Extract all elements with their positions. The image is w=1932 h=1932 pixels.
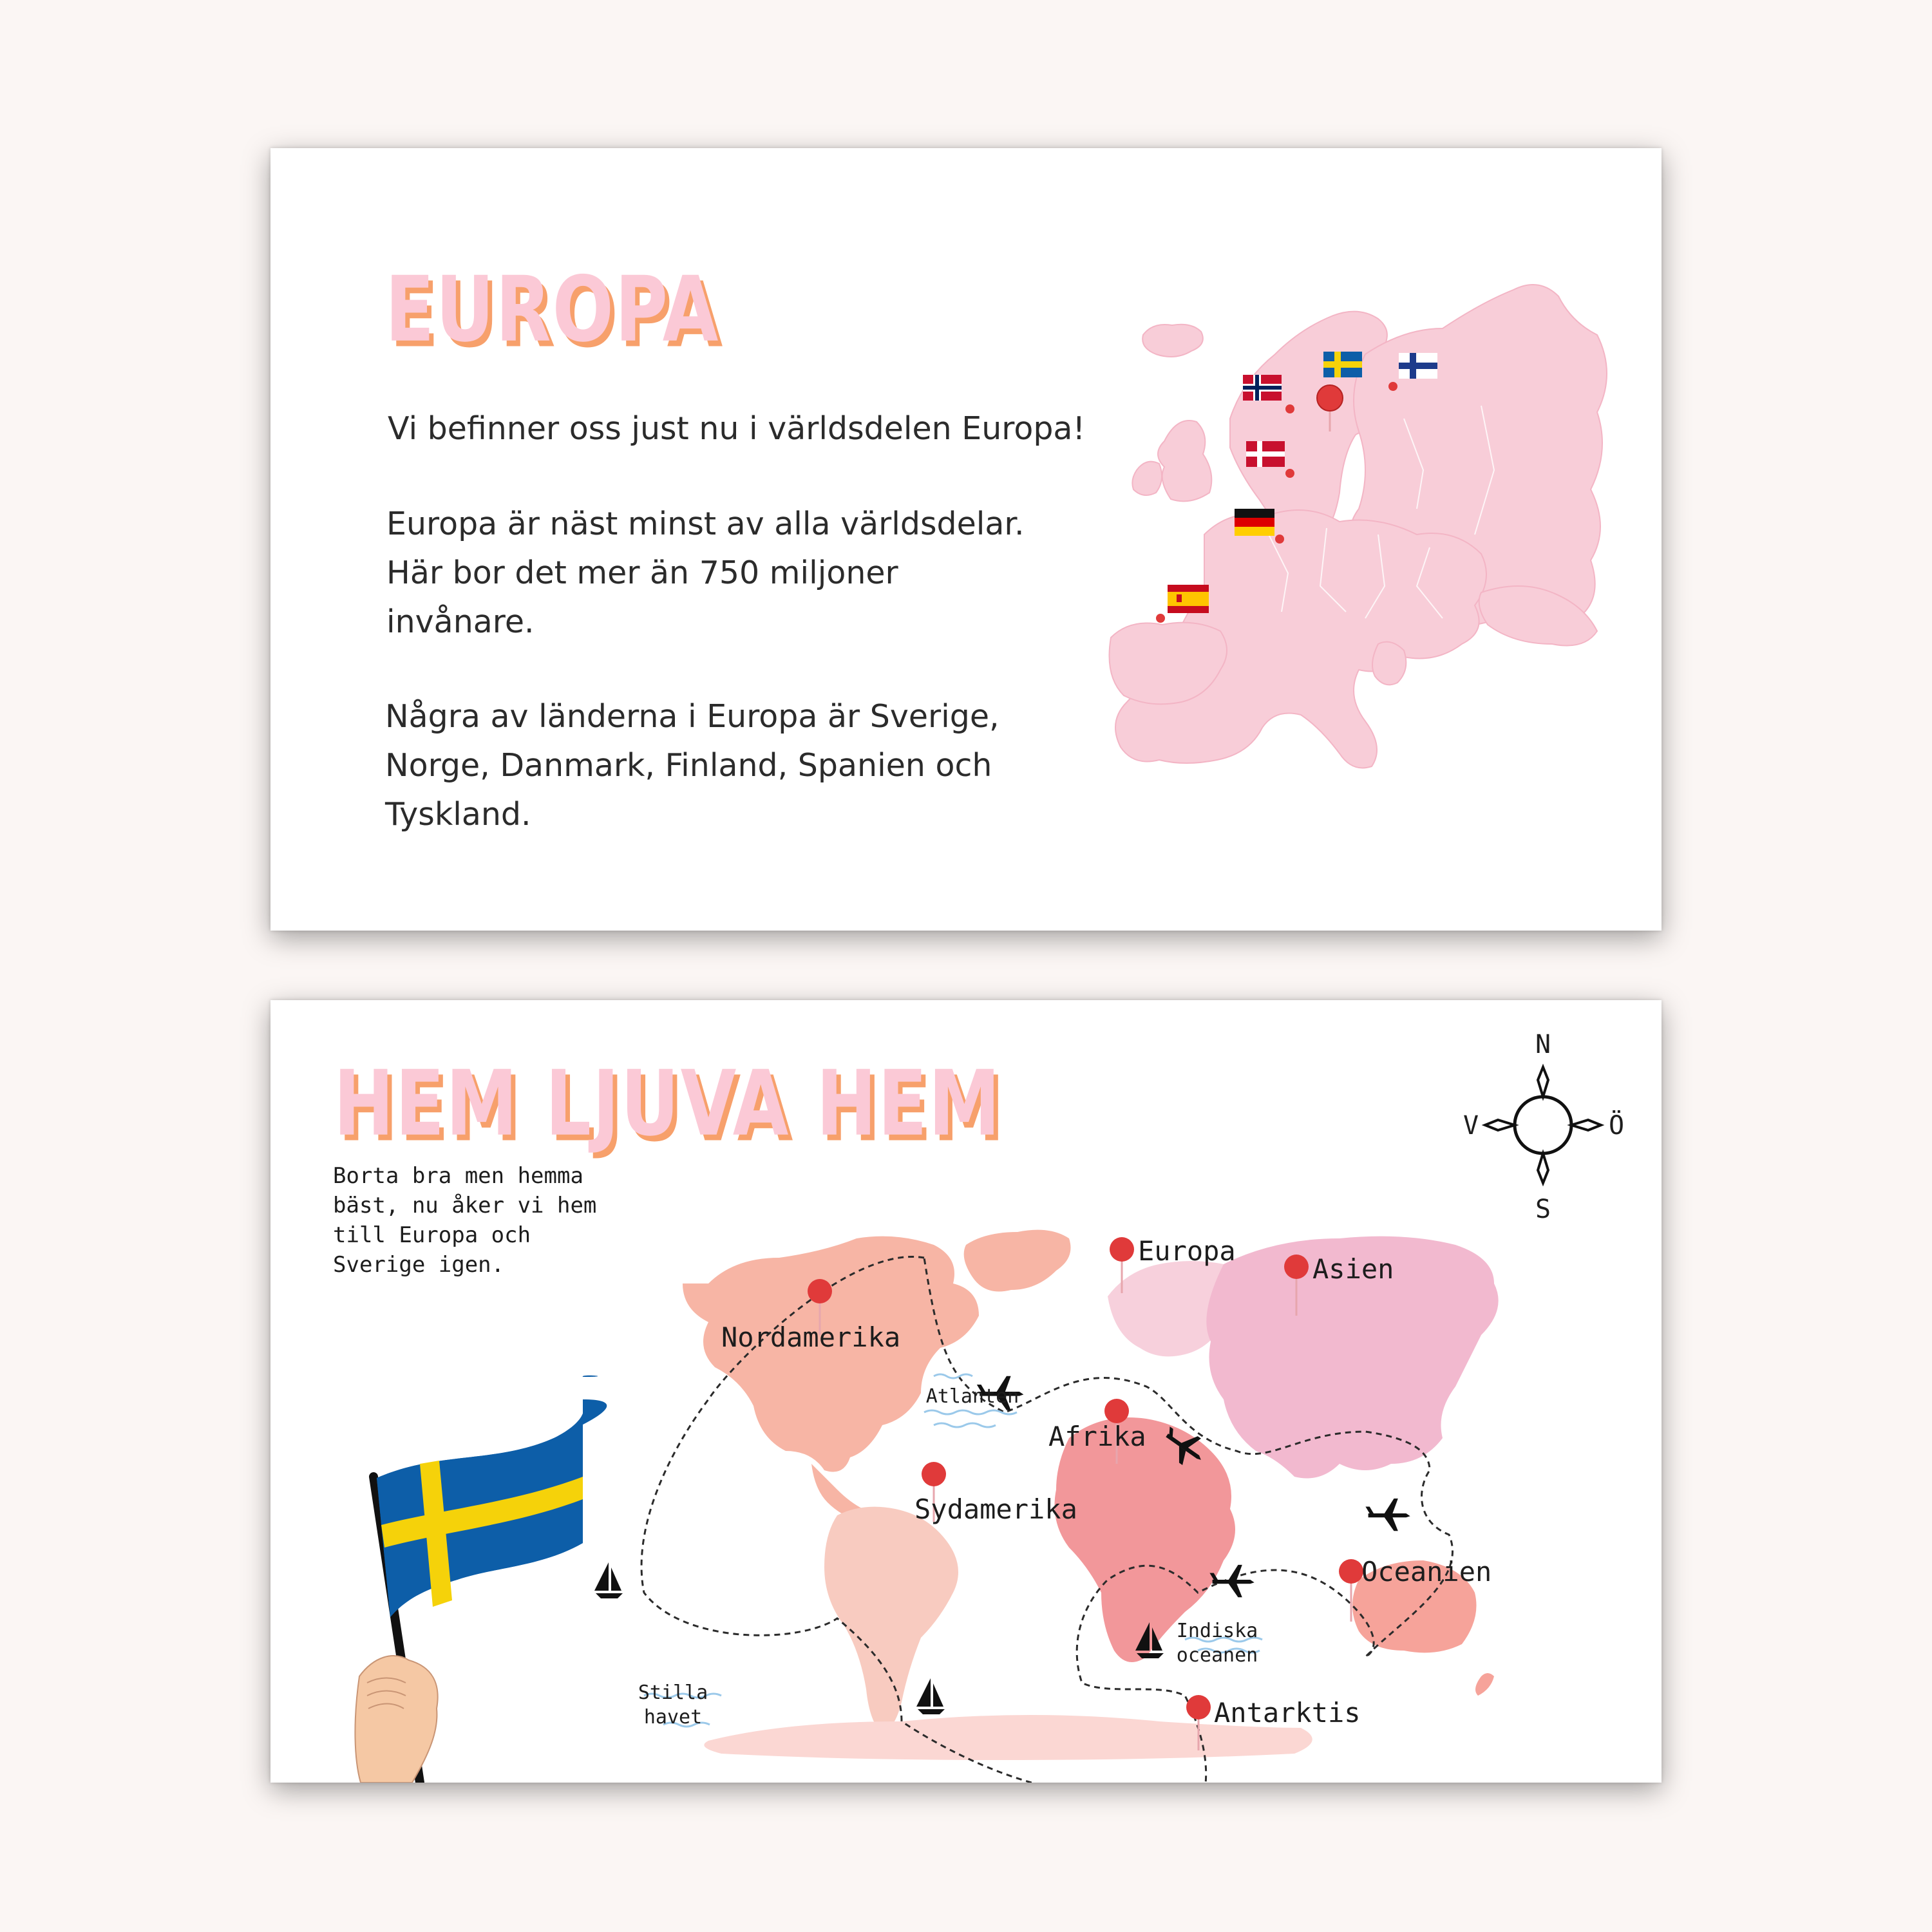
norway-flag-icon (1243, 375, 1282, 401)
label-asien: Asien (1312, 1253, 1394, 1285)
compass-o: Ö (1608, 1111, 1625, 1141)
hem-title: HEM LJUVA HEM (334, 1052, 1002, 1157)
compass-n: N (1535, 1030, 1551, 1059)
label-sydamerika: Sydamerika (914, 1493, 1077, 1525)
compass-s: S (1535, 1195, 1551, 1224)
label-atlanten: Atlanten (925, 1385, 1019, 1408)
slide-hem (270, 1000, 1662, 1783)
label-afrika: Afrika (1048, 1421, 1146, 1452)
label-stilla-1: Stilla (638, 1681, 708, 1704)
denmark-flag-icon (1246, 441, 1285, 467)
sweden-flag-icon (1323, 352, 1362, 377)
label-nordamerika: Nordamerika (721, 1321, 901, 1353)
label-indiska-2: oceanen (1176, 1644, 1258, 1667)
label-indiska-1: Indiska (1176, 1620, 1258, 1642)
spain-flag-icon (1168, 585, 1209, 613)
label-stilla-2: havet (643, 1706, 703, 1728)
world-map (270, 1000, 1662, 1783)
slide-europa (270, 148, 1662, 931)
compass-icon (1463, 1030, 1624, 1224)
europa-title: EUROPA (385, 258, 720, 363)
sailboat-icon-3 (916, 1678, 945, 1714)
countries-paragraph: Några av länderna i Europa är Sverige, Norge, Danmark, Finland, Spanien och Tyskland. (385, 698, 999, 833)
compass-v: V (1463, 1111, 1479, 1141)
germany-flag-icon (1235, 509, 1274, 536)
label-antarktis: Antarktis (1214, 1697, 1361, 1728)
intro-paragraph: Vi befinner oss just nu i världsdelen Europa! (388, 410, 1086, 447)
europe-map (270, 148, 1662, 931)
label-oceanien: Oceanien (1361, 1556, 1492, 1587)
plane-icon-3 (1365, 1499, 1410, 1531)
size-paragraph: Europa är näst minst av alla världsdelar. Här bor det mer än 750 miljoner invånare. (386, 506, 1025, 640)
label-europa: Europa (1138, 1235, 1236, 1267)
sailboat-icon-1 (594, 1562, 623, 1598)
sweden-flag-in-hand-icon (355, 1376, 607, 1783)
finland-flag-icon (1399, 353, 1437, 379)
hem-note: Borta bra men hemma bäst, nu åker vi hem till Europa och Sverige igen. (333, 1163, 597, 1278)
